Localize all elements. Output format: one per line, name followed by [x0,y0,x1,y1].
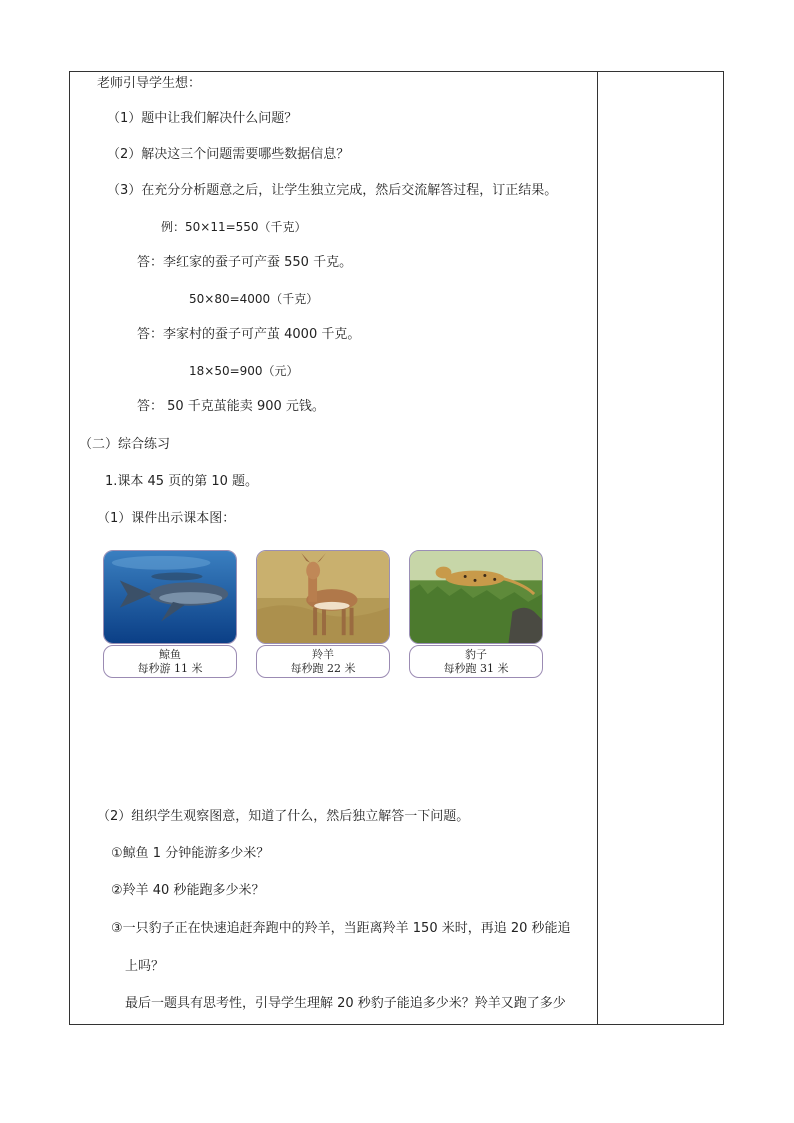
animal-speed: 每秒游 11 米 [137,662,203,675]
leopard-image [409,550,543,644]
leopard-label [409,645,543,678]
column-divider [597,72,598,1024]
text-line: ③一只豹子正在快速追赶奔跑中的羚羊，当距离羚羊 150 米时，再追 20 秒能追 [111,921,571,936]
text-line: 答：李家村的蚕子可产茧 4000 千克。 [137,327,361,342]
animal-cards [103,550,563,680]
text-line: 答：李红家的蚕子可产蚕 550 千克。 [137,255,353,270]
animal-speed: 每秒跑 31 米 [443,662,509,675]
antelope-label [256,645,390,678]
text-line: 答： 50 千克茧能卖 900 元钱。 [137,399,325,414]
text-line: ②羚羊 40 秒能跑多少米？ [111,883,265,898]
text-line: 老师引导学生想： [97,76,202,91]
text-line: 50×80=4000（千克） [189,292,319,306]
text-line: （2）组织学生观察图意，知道了什么，然后独立解答一下问题。 [97,809,470,824]
text-line: （2）解决这三个问题需要哪些数据信息？ [107,147,350,162]
animal-name: 鲸鱼 [159,648,181,661]
whale-image [103,550,237,644]
animal-speed: 每秒跑 22 米 [290,662,356,675]
text-line: （3）在充分分析题意之后，让学生独立完成，然后交流解答过程，订正结果。 [107,183,558,198]
antelope-image [256,550,390,644]
animal-name: 豹子 [465,648,487,661]
lesson-table [69,71,724,1025]
text-line: 例：50×11=550（千克） [161,220,307,234]
text-line: （1）课件出示课本图： [97,511,236,526]
animal-name: 羚羊 [312,648,334,661]
whale-label [103,645,237,678]
text-line: 1.课本 45 页的第 10 题。 [105,474,259,489]
text-line: 上吗？ [125,959,165,974]
text-line: ①鲸鱼 1 分钟能游多少米？ [111,846,270,861]
section-heading: （二）综合练习 [79,437,171,452]
text-line: 最后一题具有思考性，引导学生理解 20 秒豹子能追多少米？羚羊又跑了多少 [125,996,566,1011]
text-line: （1）题中让我们解决什么问题？ [107,111,298,126]
text-line: 18×50=900（元） [189,364,299,378]
